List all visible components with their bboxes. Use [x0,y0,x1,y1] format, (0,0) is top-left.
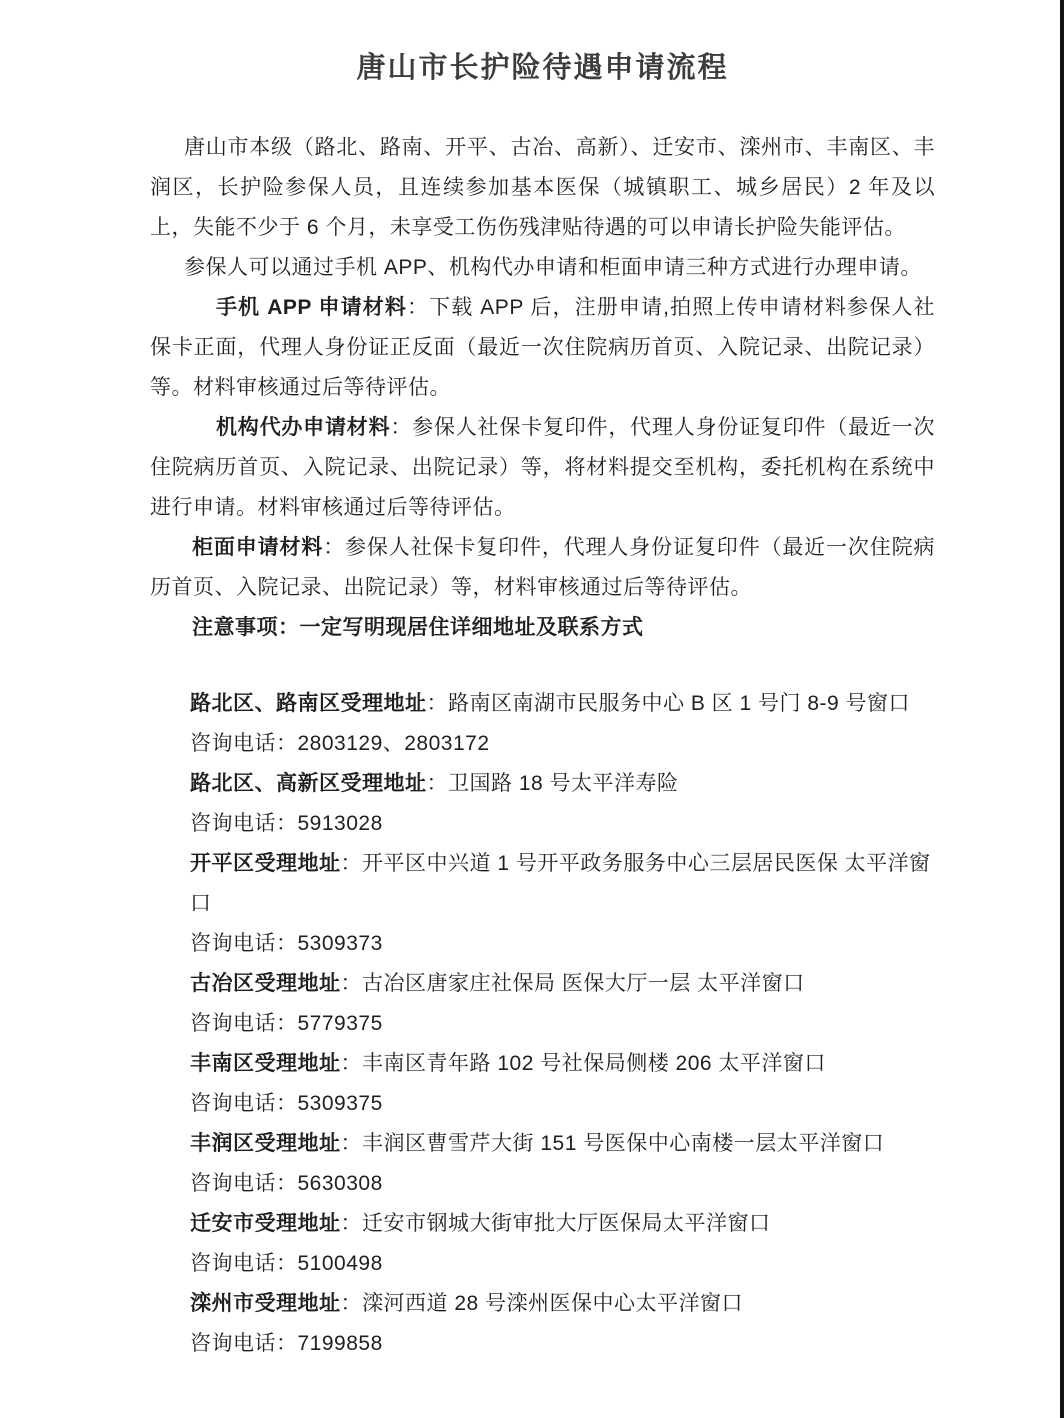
paragraph-notice [150,608,935,648]
paragraph-lead-label: 注意事项：一定写明现居住详细地址及联系方式 [192,616,644,639]
paragraph-lead-label: 手机 APP 申请材料 [216,296,407,319]
location-entry-qianan [190,1204,935,1284]
location-address: ：丰南区青年路 102 号社保局侧楼 206 太平洋窗口 [340,1052,826,1075]
location-phone: 咨询电话：7199858 [190,1332,383,1355]
paragraph-lead-label: 柜面申请材料 [192,536,324,559]
paragraph-text: ：参保人社保卡复印件，代理人身份证复印件（最近一次住院病历首页、入院记录、出院记录）等，将材料提交至机构，委托机构在系统中进行申请。材料审核通过后等待评估。 [150,416,935,519]
paragraph-text: 参保人可以通过手机 APP、机构代办申请和柜面申请三种方式进行办理申请。 [184,256,922,279]
paragraph-counter-materials [150,528,935,608]
location-label: 古冶区受理地址 [190,972,341,995]
location-address-line [190,1204,935,1244]
location-label: 路北区、高新区受理地址 [190,772,427,795]
location-entry-fengnan [190,1044,935,1124]
paragraph-text: ：参保人社保卡复印件，代理人身份证复印件（最近一次住院病历首页、入院记录、出院记录）等，材料审核通过后等待评估。 [150,536,936,599]
location-phone: 咨询电话：5100498 [190,1252,383,1275]
location-phone: 咨询电话：2803129、2803172 [190,732,490,755]
location-label: 丰南区受理地址 [190,1052,341,1075]
location-address: ：迁安市钢城大街审批大厅医保局太平洋窗口 [340,1212,771,1235]
location-address-line [190,764,935,804]
location-phone: 咨询电话：5309375 [190,1092,383,1115]
location-address: ：开平区中兴道 1 号开平政务服务中心三层居民医保 太平洋窗口 [190,852,931,915]
location-address: ：古冶区唐家庄社保局 医保大厅一层 太平洋窗口 [340,972,805,995]
page-right-edge [1060,0,1064,1418]
page-title: 唐山市长护险待遇申请流程 [356,52,729,84]
location-address: ：滦河西道 28 号滦州医保中心太平洋窗口 [340,1292,744,1315]
location-label: 滦州市受理地址 [190,1292,341,1315]
location-address-line [190,1044,935,1084]
location-phone: 咨询电话：5913028 [190,812,383,835]
location-label: 开平区受理地址 [190,852,341,875]
location-entry-fengrun [190,1124,935,1204]
location-entry-guye [190,964,935,1044]
location-address: ：丰润区曹雪芹大街 151 号医保中心南楼一层太平洋窗口 [340,1132,885,1155]
paragraph-agency-materials [150,408,935,528]
locations-list [190,684,935,1364]
paragraph-lead-label: 机构代办申请材料 [216,416,391,439]
location-address-line [190,964,935,1004]
location-address-line [190,844,935,924]
location-entry-luanzhou [190,1284,935,1364]
paragraph-text: 唐山市本级（路北、路南、开平、古冶、高新）、迁安市、滦州市、丰南区、丰润区，长护险参保人员，且连续参加基本医保（城镇职工、城乡居民）2 年及以上，失能不少于 6 个月，未享受工伤伤残津贴待遇的可以申请长护险失能评估。 [150,136,935,239]
paragraph-app-materials [150,288,935,408]
location-entry-kaiping [190,844,935,964]
paragraph-application-methods [150,248,935,288]
location-phone: 咨询电话：5630308 [190,1172,383,1195]
location-address: ：卫国路 18 号太平洋寿险 [426,772,679,795]
location-phone: 咨询电话：5309373 [190,932,383,955]
location-address: ：路南区南湖市民服务中心 B 区 1 号门 8-9 号窗口 [426,692,911,715]
location-label: 路北区、路南区受理地址 [190,692,427,715]
location-address-line [190,1124,935,1164]
paragraph-eligibility [150,128,935,248]
location-label: 迁安市受理地址 [190,1212,341,1235]
location-entry-lubei-gaoxin [190,764,935,844]
location-address-line [190,684,935,724]
location-label: 丰润区受理地址 [190,1132,341,1155]
location-address-line [190,1284,935,1324]
location-entry-lubei-lunan [190,684,935,764]
paragraph-text: ：下载 APP 后，注册申请,拍照上传申请材料参保人社保卡正面，代理人身份证正反面（最近一次住院病历首页、入院记录、出院记录）等。材料审核通过后等待评估。 [150,296,935,399]
location-phone: 咨询电话：5779375 [190,1012,383,1035]
